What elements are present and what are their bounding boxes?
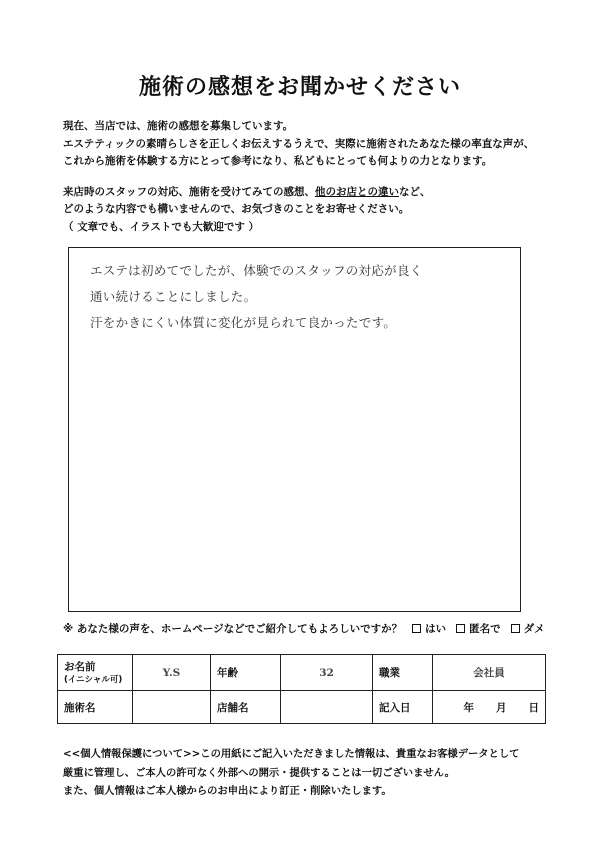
consent-question: [63, 621, 583, 636]
name-label: お名前: [64, 660, 96, 673]
info-table: [57, 654, 546, 724]
privacy-line: また、個人情報はご本人様からのお申出により訂正・削除いたします。: [63, 785, 392, 797]
year-label: 年: [463, 701, 474, 714]
job-label: 職業: [373, 655, 433, 691]
intro-line: どのような内容でも構いませんので、お気づきのことをお寄せください。: [63, 203, 410, 215]
intro-line-part: など、: [399, 185, 431, 198]
privacy-line: 厳重に管理し、ご本人の許可なく外部への開示・提供することは一切ございません。: [63, 766, 455, 779]
intro-line-part: 来店時のスタッフの対応、施術を受けてみての感想、: [63, 185, 315, 198]
name-label-cell: [58, 655, 133, 691]
intro-line: （ 文章でも、イラストでも大歓迎です ）: [63, 220, 259, 233]
intro-line: [63, 184, 573, 202]
date-label: 記入日: [373, 691, 433, 724]
comment-line: 汗をかきにくい体質に変化が見られて良かったです。: [90, 315, 397, 330]
store-field[interactable]: [281, 691, 373, 724]
age-field[interactable]: 32: [281, 655, 373, 691]
treatment-label: 施術名: [58, 691, 133, 724]
date-field[interactable]: [433, 691, 546, 724]
name-field[interactable]: Y.S: [133, 655, 211, 691]
handwritten-comment: [90, 258, 510, 336]
option-anonymous-label: 匿名で: [469, 623, 501, 635]
consent-question-text: ※ あなた様の声を、ホームページなどでご紹介してもよろしいですか？: [63, 623, 403, 635]
privacy-notice: [63, 745, 583, 801]
option-no-label: ダメ: [523, 623, 545, 635]
checkbox-yes[interactable]: [412, 624, 421, 633]
option-yes-label: はい: [425, 623, 447, 635]
comment-line: 通い続けることにしました。: [90, 289, 257, 304]
underlined-phrase: 他のお店との違い: [315, 185, 399, 198]
job-field[interactable]: 会社員: [433, 655, 546, 691]
day-label: 日: [528, 701, 539, 714]
intro-line: 現在、当店では、施術の感想を募集しています。: [63, 120, 294, 132]
privacy-line: <<個人情報保護について>>この用紙にご記入いただきました情報は、貴重なお客様データとして: [63, 748, 520, 760]
checkbox-anonymous[interactable]: [456, 624, 465, 633]
month-label: 月: [496, 701, 507, 714]
name-sublabel: (イニシャル可): [64, 674, 123, 685]
age-label: 年齢: [211, 655, 281, 691]
intro-line: エステティックの素晴らしさを正しくお伝えするうえで、実際に施術されたあなた様の率直な声が、: [63, 137, 535, 150]
store-label: 店舗名: [211, 691, 281, 724]
checkbox-no[interactable]: [511, 624, 520, 633]
intro-line: これから施術を体験する方にとって参考になり、私どもにとっても何よりの力となります。: [63, 155, 493, 167]
treatment-field[interactable]: [133, 691, 211, 724]
comment-line: エステは初めてでしたが、体験でのスタッフの対応が良く: [90, 263, 423, 278]
intro-text: [63, 118, 573, 236]
page-title: 施術の感想をお聞かせください: [138, 75, 461, 100]
